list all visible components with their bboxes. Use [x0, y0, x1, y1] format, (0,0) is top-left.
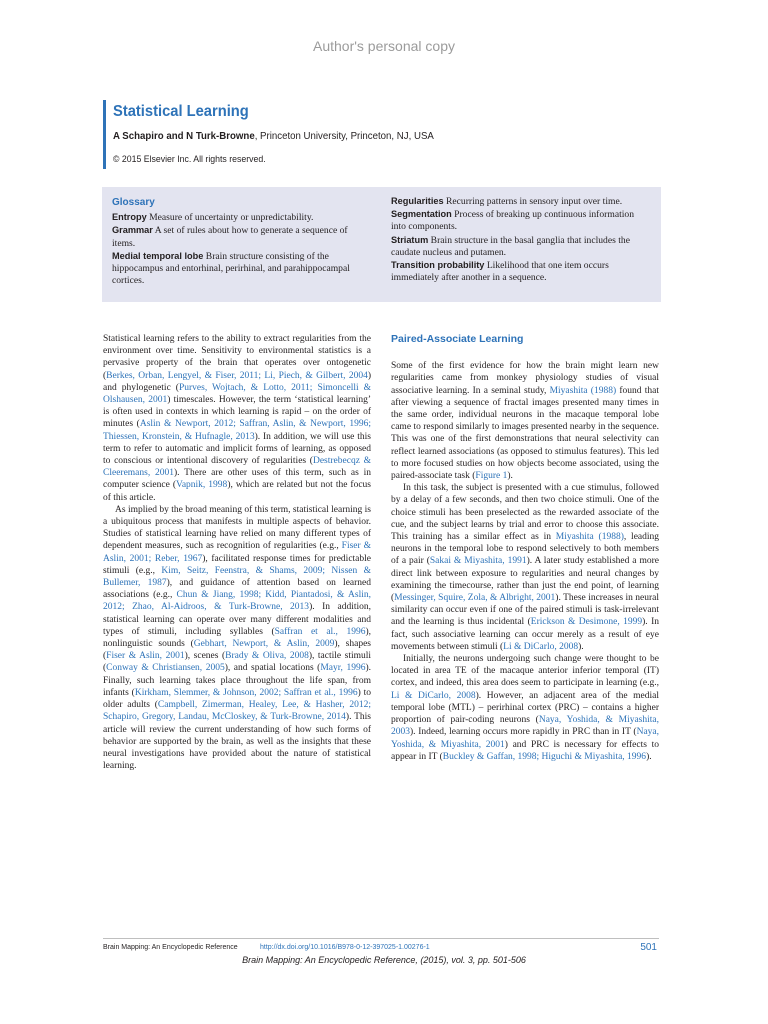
author-affiliation: , Princeton University, Princeton, NJ, USA: [254, 130, 434, 142]
citation-link[interactable]: Figure 1: [475, 471, 508, 482]
citation-link[interactable]: Fiser & Aslin, 2001: [106, 651, 185, 662]
glossary-definition: Brain structure consisting of the hippocampus and entorhinal, perirhinal, and parahippocampal cortices.: [112, 250, 350, 287]
citation-link[interactable]: Aslin & Newport, 2012; Saffran, Aslin, & Newport, 1996; Thiessen, Kronstein, & Hufnagle, 2013: [103, 419, 371, 442]
body-text: ). These increases in neural similarity can occur even if one of the paired stimuli is task-irrelevant and the learning is thus incidental (: [391, 593, 660, 628]
citation-link[interactable]: Brady & Oliva, 2008: [225, 651, 309, 662]
citation-link[interactable]: Mayr, 1996: [320, 663, 366, 674]
body-text: ). In addition, we will use this term to refer to automatic and implicit forms of learning, as opposed to conscious or intentional discovery of regularities (: [103, 431, 371, 467]
page-number: 501: [640, 942, 657, 953]
glossary-definition: Recurring patterns in sensory input over time.: [443, 196, 623, 207]
glossary-term: Regularities: [391, 196, 444, 206]
glossary-term: Transition probability: [391, 260, 485, 271]
body-text: , leading neurons in the temporal lobe to respond selectively to both members of a pair (: [391, 532, 660, 567]
glossary-term: Entropy: [112, 212, 147, 223]
glossary-term: Segmentation: [391, 209, 452, 220]
citation-link[interactable]: Miyashita (1988): [555, 532, 624, 543]
right-text-column: [391, 333, 659, 763]
glossary-term: Medial temporal lobe: [112, 250, 204, 261]
glossary-entry: [391, 208, 649, 233]
citation-link[interactable]: Naya, Yoshida, & Miyashita, 2003: [391, 715, 659, 738]
citation-link[interactable]: Sakai & Miyashita, 1991: [429, 556, 527, 567]
body-text: ). However, an adjacent area of the medial temporal lobe (MTL) – perirhinal cortex (PRC) – contains a higher proportion of pair-coding neurons (: [391, 690, 659, 726]
body-text: ), tactile stimuli (: [103, 651, 372, 674]
body-text: ), and spatial locations (: [224, 663, 321, 674]
glossary-definition: Process of breaking up continuous information into components.: [391, 209, 634, 233]
body-text: ).: [646, 751, 652, 762]
body-text: In this task, the subject is presented with a cue stimulus, followed by a delay of a few seconds, and then two choice stimuli. One of the choice stimuli has been preselected as the rewarded associate of the cue, and the subject learns by trial and error to choose this associate. This training has a similar effect as in: [391, 483, 659, 543]
article-header: [103, 100, 673, 169]
copyright-notice: © 2015 Elsevier Inc. All rights reserved.: [113, 154, 266, 165]
body-text: ), shapes (: [103, 639, 371, 662]
body-text: ), and guidance of attention based on learned associations (e.g.,: [103, 578, 372, 601]
citation-link[interactable]: Miyashita (1988): [549, 385, 617, 396]
citation-link[interactable]: Naya, Yoshida, & Miyashita, 2001: [391, 727, 659, 750]
glossary-definition: Likelihood that one item occurs immediately after another in a sequence.: [391, 260, 609, 284]
footer-citation: Brain Mapping: An Encyclopedic Reference, (2015), vol. 3, pp. 501-506: [242, 955, 526, 965]
citation-link[interactable]: Kirkham, Slemmer, & Johnson, 2002; Saffran et al., 1996: [134, 687, 358, 698]
glossary-box: [102, 187, 661, 302]
glossary-entry: [391, 259, 649, 284]
citation-link[interactable]: Chun & Jiang, 1998; Kidd, Piantadosi, & Aslin, 2012; Zhao, Al-Aidroos, & Turk-Browne, 2013: [103, 590, 371, 613]
glossary-entry: [391, 234, 649, 259]
citation-link[interactable]: Vapnik, 1998: [176, 480, 228, 491]
body-text: ). In addition, statistical learning can operate over many different modalities and types of stimuli, including syllables (: [103, 602, 371, 637]
glossary-term: Grammar: [112, 225, 153, 236]
body-text: ) and phylogenetic (: [103, 370, 371, 393]
body-text: ).: [507, 471, 513, 482]
glossary-definition: Measure of uncertainty or unpredictability.: [146, 212, 314, 224]
citation-link[interactable]: Conway & Christiansen, 2005: [106, 663, 225, 674]
body-text: As implied by the broad meaning of this term, statistical learning is a ubiquitous process that manifests in multiple aspects of behavior. Studies of statistical learning have relied on many different types of dependent measures, such as recognition of regularities (e.g.,: [103, 504, 371, 552]
body-text: Statistical learning refers to the ability to extract regularities from the environment over time. Sensitivity to environmental statistics is a pervasive property of the brain that operates over ontogenetic (: [103, 334, 371, 381]
glossary-right-column: [391, 195, 649, 284]
section-heading: Paired-Associate Learning: [391, 333, 524, 345]
intro-paragraph-1: [103, 333, 371, 504]
article-authors: [113, 130, 628, 142]
glossary-left-column: [112, 197, 370, 287]
body-text: ).: [578, 641, 584, 652]
glossary-heading: Glossary: [112, 197, 155, 208]
footer-divider: [103, 938, 659, 939]
page-footer: [103, 942, 659, 956]
paired-associate-paragraph-3: [391, 653, 659, 763]
citation-link[interactable]: Erickson & Desimone, 1999: [530, 617, 643, 628]
citation-link[interactable]: Campbell, Zimerman, Healey, Lee, & Hasher, 2012; Schapiro, Gregory, Landau, McCloskey, & Turk-Browne, 2014: [103, 700, 371, 723]
citation-link[interactable]: Fiser & Aslin, 2001; Reber, 1967: [103, 541, 371, 564]
glossary-right-list: [391, 195, 649, 284]
citation-link[interactable]: Messinger, Squire, Zola, & Albright, 2001: [394, 593, 556, 604]
article-title: Statistical Learning: [113, 103, 249, 120]
body-text: Some of the first evidence for how the brain might learn new regularities came from monkey physiology studies of visual associative learning. In a seminal study,: [391, 361, 659, 396]
body-text: ). This article will review the current understanding of how such forms of behavior are supported by the brain, as well as the insights that these neural investigations have provided about the nature of statistical learning.: [103, 712, 371, 772]
citation-link[interactable]: Saffran et al., 1996: [274, 626, 366, 637]
glossary-definition: Brain structure in the basal ganglia that includes the caudate nucleus and putamen.: [391, 234, 630, 258]
footer-journal-name: Brain Mapping: An Encyclopedic Reference: [103, 944, 238, 951]
citation-link[interactable]: Kim, Seitz, Feenstra, & Shams, 2009; Nissen & Bullemer, 1987: [103, 565, 371, 589]
body-text: ), nonlinguistic sounds (: [103, 626, 371, 650]
body-text: found that after viewing a sequence of fractal images presented many times in the same order, individual neurons in the macaque temporal lobe came to respond similarly to images presented nearby in the sequence. This was one of the first demonstrations that neural selectivity can reflect learned associations (as opposed to stimulus features). This led to more focused studies on how objects become associated, using the paired-associate task (: [391, 385, 660, 482]
glossary-entry: [391, 195, 649, 208]
body-text: ) to older adults (: [103, 687, 371, 711]
footer-doi-link[interactable]: http://dx.doi.org/10.1016/B978-0-12-397025-1.00276-1: [260, 944, 430, 951]
body-text: ). There are other uses of this term, such as in computer science (: [103, 468, 372, 491]
body-text: ). Indeed, learning occurs more rapidly in PRC than in IT (: [410, 727, 637, 738]
citation-link[interactable]: Destrebecqz & Cleeremans, 2001: [103, 456, 371, 479]
citation-link[interactable]: Buckley & Gaffan, 1998; Higuchi & Miyashita, 1996: [442, 751, 647, 762]
body-text: ) and PRC is necessary for effects to appear in IT (: [391, 739, 659, 762]
left-text-column: [103, 333, 371, 772]
body-text: ), scenes (: [184, 651, 226, 662]
glossary-entry: [112, 224, 370, 249]
glossary-entry: [112, 211, 370, 224]
paired-associate-paragraph-2: [391, 482, 659, 653]
citation-link[interactable]: Li & DiCarlo, 2008: [503, 641, 579, 652]
body-text: ). Finally, such learning takes place throughout the life span, from infants (: [103, 663, 371, 698]
body-text: Initially, the neurons undergoing such change were thought to be located in area TE of the macaque anterior inferior temporal (IT) cortex, and indeed, this area does seem to participate in learning (e.g.,: [391, 654, 659, 689]
body-text: ), facilitated response times for predictable stimuli (e.g.,: [103, 553, 371, 576]
glossary-definition: A set of rules about how to generate a sequence of items.: [112, 225, 348, 249]
citation-link[interactable]: Li & DiCarlo, 2008: [391, 690, 476, 701]
body-text: ). A later study established a more direct link between exposure to regularities and neural changes by examining the timecourse, rather than just the end point, of learning (: [391, 556, 659, 604]
glossary-entry: [112, 250, 370, 288]
glossary-term: Striatum: [391, 234, 429, 245]
body-text: ), which are related but not the focus of this article.: [103, 480, 372, 503]
paired-associate-paragraph-1: [391, 360, 659, 482]
body-text: ). In fact, such associative learning can occur merely as a result of eye movements between stimuli (: [391, 617, 660, 652]
intro-paragraph-2: [103, 504, 371, 772]
citation-link[interactable]: Gebhart, Newport, & Aslin, 2009: [193, 639, 335, 650]
body-text: ) timescales. However, the term ‘statistical learning’ is often used in contexts in which learning is rapid – on the order of minutes (: [103, 395, 371, 430]
watermark: Author's personal copy: [313, 38, 455, 54]
citation-link[interactable]: Berkes, Orban, Lengyel, & Fiser, 2011; Li, Piech, & Gilbert, 2004: [106, 370, 368, 381]
author-names: A Schapiro and N Turk-Browne: [113, 130, 255, 142]
glossary-left-list: [112, 211, 370, 287]
citation-link[interactable]: Purves, Wojtach, & Lotto, 2011; Simoncelli & Olshausen, 2001: [103, 382, 371, 406]
